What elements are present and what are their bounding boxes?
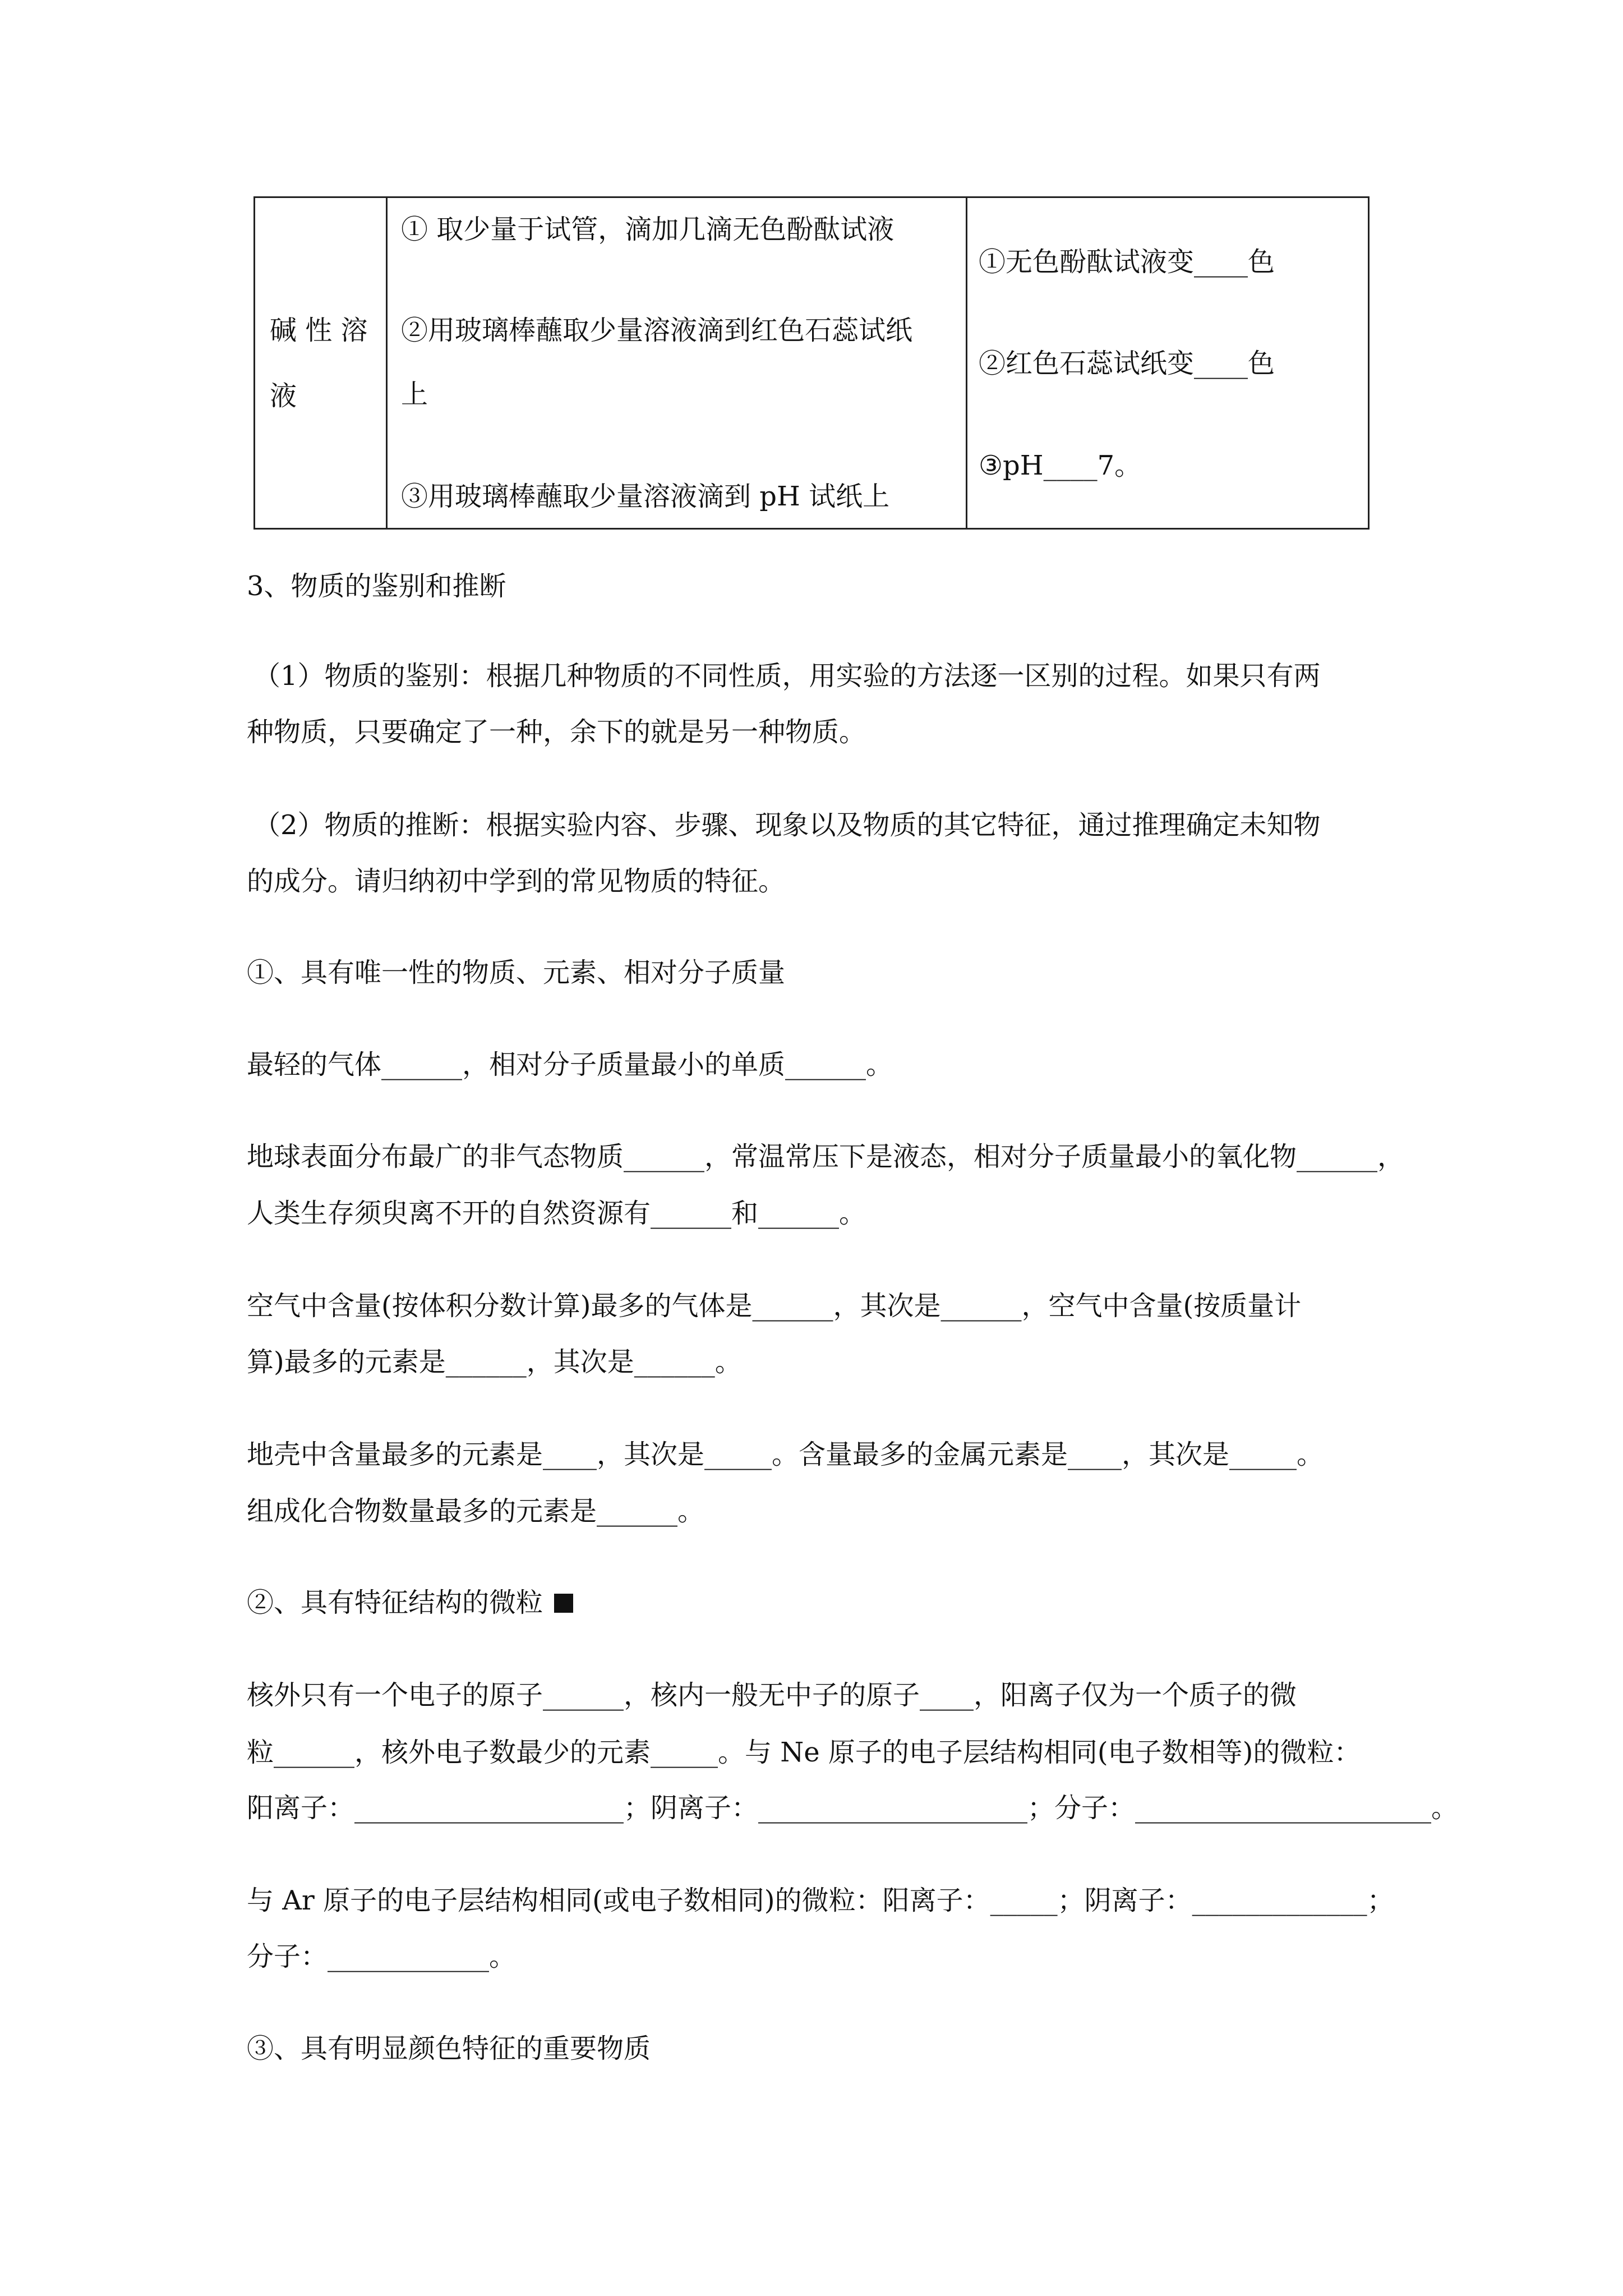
- black-square-icon: [554, 1594, 573, 1613]
- reagent-table: [253, 196, 1370, 530]
- fill-blank-line: 分子：____________。: [247, 1941, 517, 1972]
- step-3: ③用玻璃棒蘸取少量溶液滴到 pH 试纸上: [401, 481, 890, 512]
- paragraph-identification-line-2: 种物质，只要确定了一种，余下的就是另一种物质。: [247, 716, 866, 748]
- fill-blank-line: 最轻的气体______，相对分子质量最小的单质______。: [247, 1049, 893, 1080]
- fill-blank-line: 与 Ar 原子的电子层结构相同(或电子数相同)的微粒：阳离子：_____；阴离子：_____________；: [247, 1885, 1394, 1916]
- result-3: ③pH____7。: [979, 450, 1142, 481]
- fill-blank-line: 核外只有一个电子的原子______，核内一般无中子的原子____，阳离子仅为一个质子的微: [247, 1680, 1297, 1711]
- row-label-line-2: 液: [270, 380, 297, 412]
- fill-blank-line: 组成化合物数量最多的元素是______。: [247, 1496, 705, 1527]
- fill-blank-line: 粒______，核外电子数最少的元素_____。与 Ne 原子的电子层结构相同(电子数相等)的微粒：: [247, 1737, 1361, 1768]
- step-2: ②用玻璃棒蘸取少量溶液滴到红色石蕊试纸: [401, 315, 913, 346]
- paragraph-identification-line-1: （1）物质的鉴别：根据几种物质的不同性质，用实验的方法逐一区别的过程。如果只有两: [253, 660, 1321, 692]
- paragraph-inference-line-1: （2）物质的推断：根据实验内容、步骤、现象以及物质的其它特征，通过推理确定未知物: [253, 809, 1321, 841]
- fill-blank-line: 人类生存须臾离不开的自然资源有______和______。: [247, 1198, 866, 1229]
- step-1: ① 取少量于试管，滴加几滴无色酚酞试液: [401, 214, 895, 245]
- result-1: ①无色酚酞试液变____色: [979, 246, 1275, 278]
- fill-blank-line: 算)最多的元素是______，其次是______。: [247, 1346, 742, 1378]
- paragraph-inference-line-2: 的成分。请归纳初中学到的常见物质的特征。: [247, 866, 786, 897]
- subheading-particles-text: ②、具有特征结构的微粒: [247, 1587, 543, 1618]
- section-heading: 3、物质的鉴别和推断: [247, 570, 506, 602]
- fill-blank-line: 阳离子：____________________；阴离子：____________________；分子：______________________。: [247, 1792, 1459, 1824]
- subheading-colors: ③、具有明显颜色特征的重要物质: [247, 2033, 651, 2064]
- fill-blank-line: 地球表面分布最广的非气态物质______，常温常压下是液态，相对分子质量最小的氧化物______，: [247, 1141, 1405, 1172]
- step-2-continued: 上: [401, 379, 428, 410]
- table-divider-2: [966, 198, 967, 528]
- fill-blank-line: 地壳中含量最多的元素是____，其次是_____。含量最多的金属元素是____，其次是_____。: [247, 1439, 1324, 1470]
- row-label-line-1: 碱 性 溶: [270, 315, 368, 346]
- table-divider-1: [386, 198, 388, 528]
- subheading-particles: [247, 1586, 573, 1619]
- result-2: ②红色石蕊试纸变____色: [979, 348, 1275, 379]
- fill-blank-line: 空气中含量(按体积分数计算)最多的气体是______，其次是______，空气中含量(按质量计: [247, 1290, 1302, 1322]
- subheading-unique: ①、具有唯一性的物质、元素、相对分子质量: [247, 957, 786, 988]
